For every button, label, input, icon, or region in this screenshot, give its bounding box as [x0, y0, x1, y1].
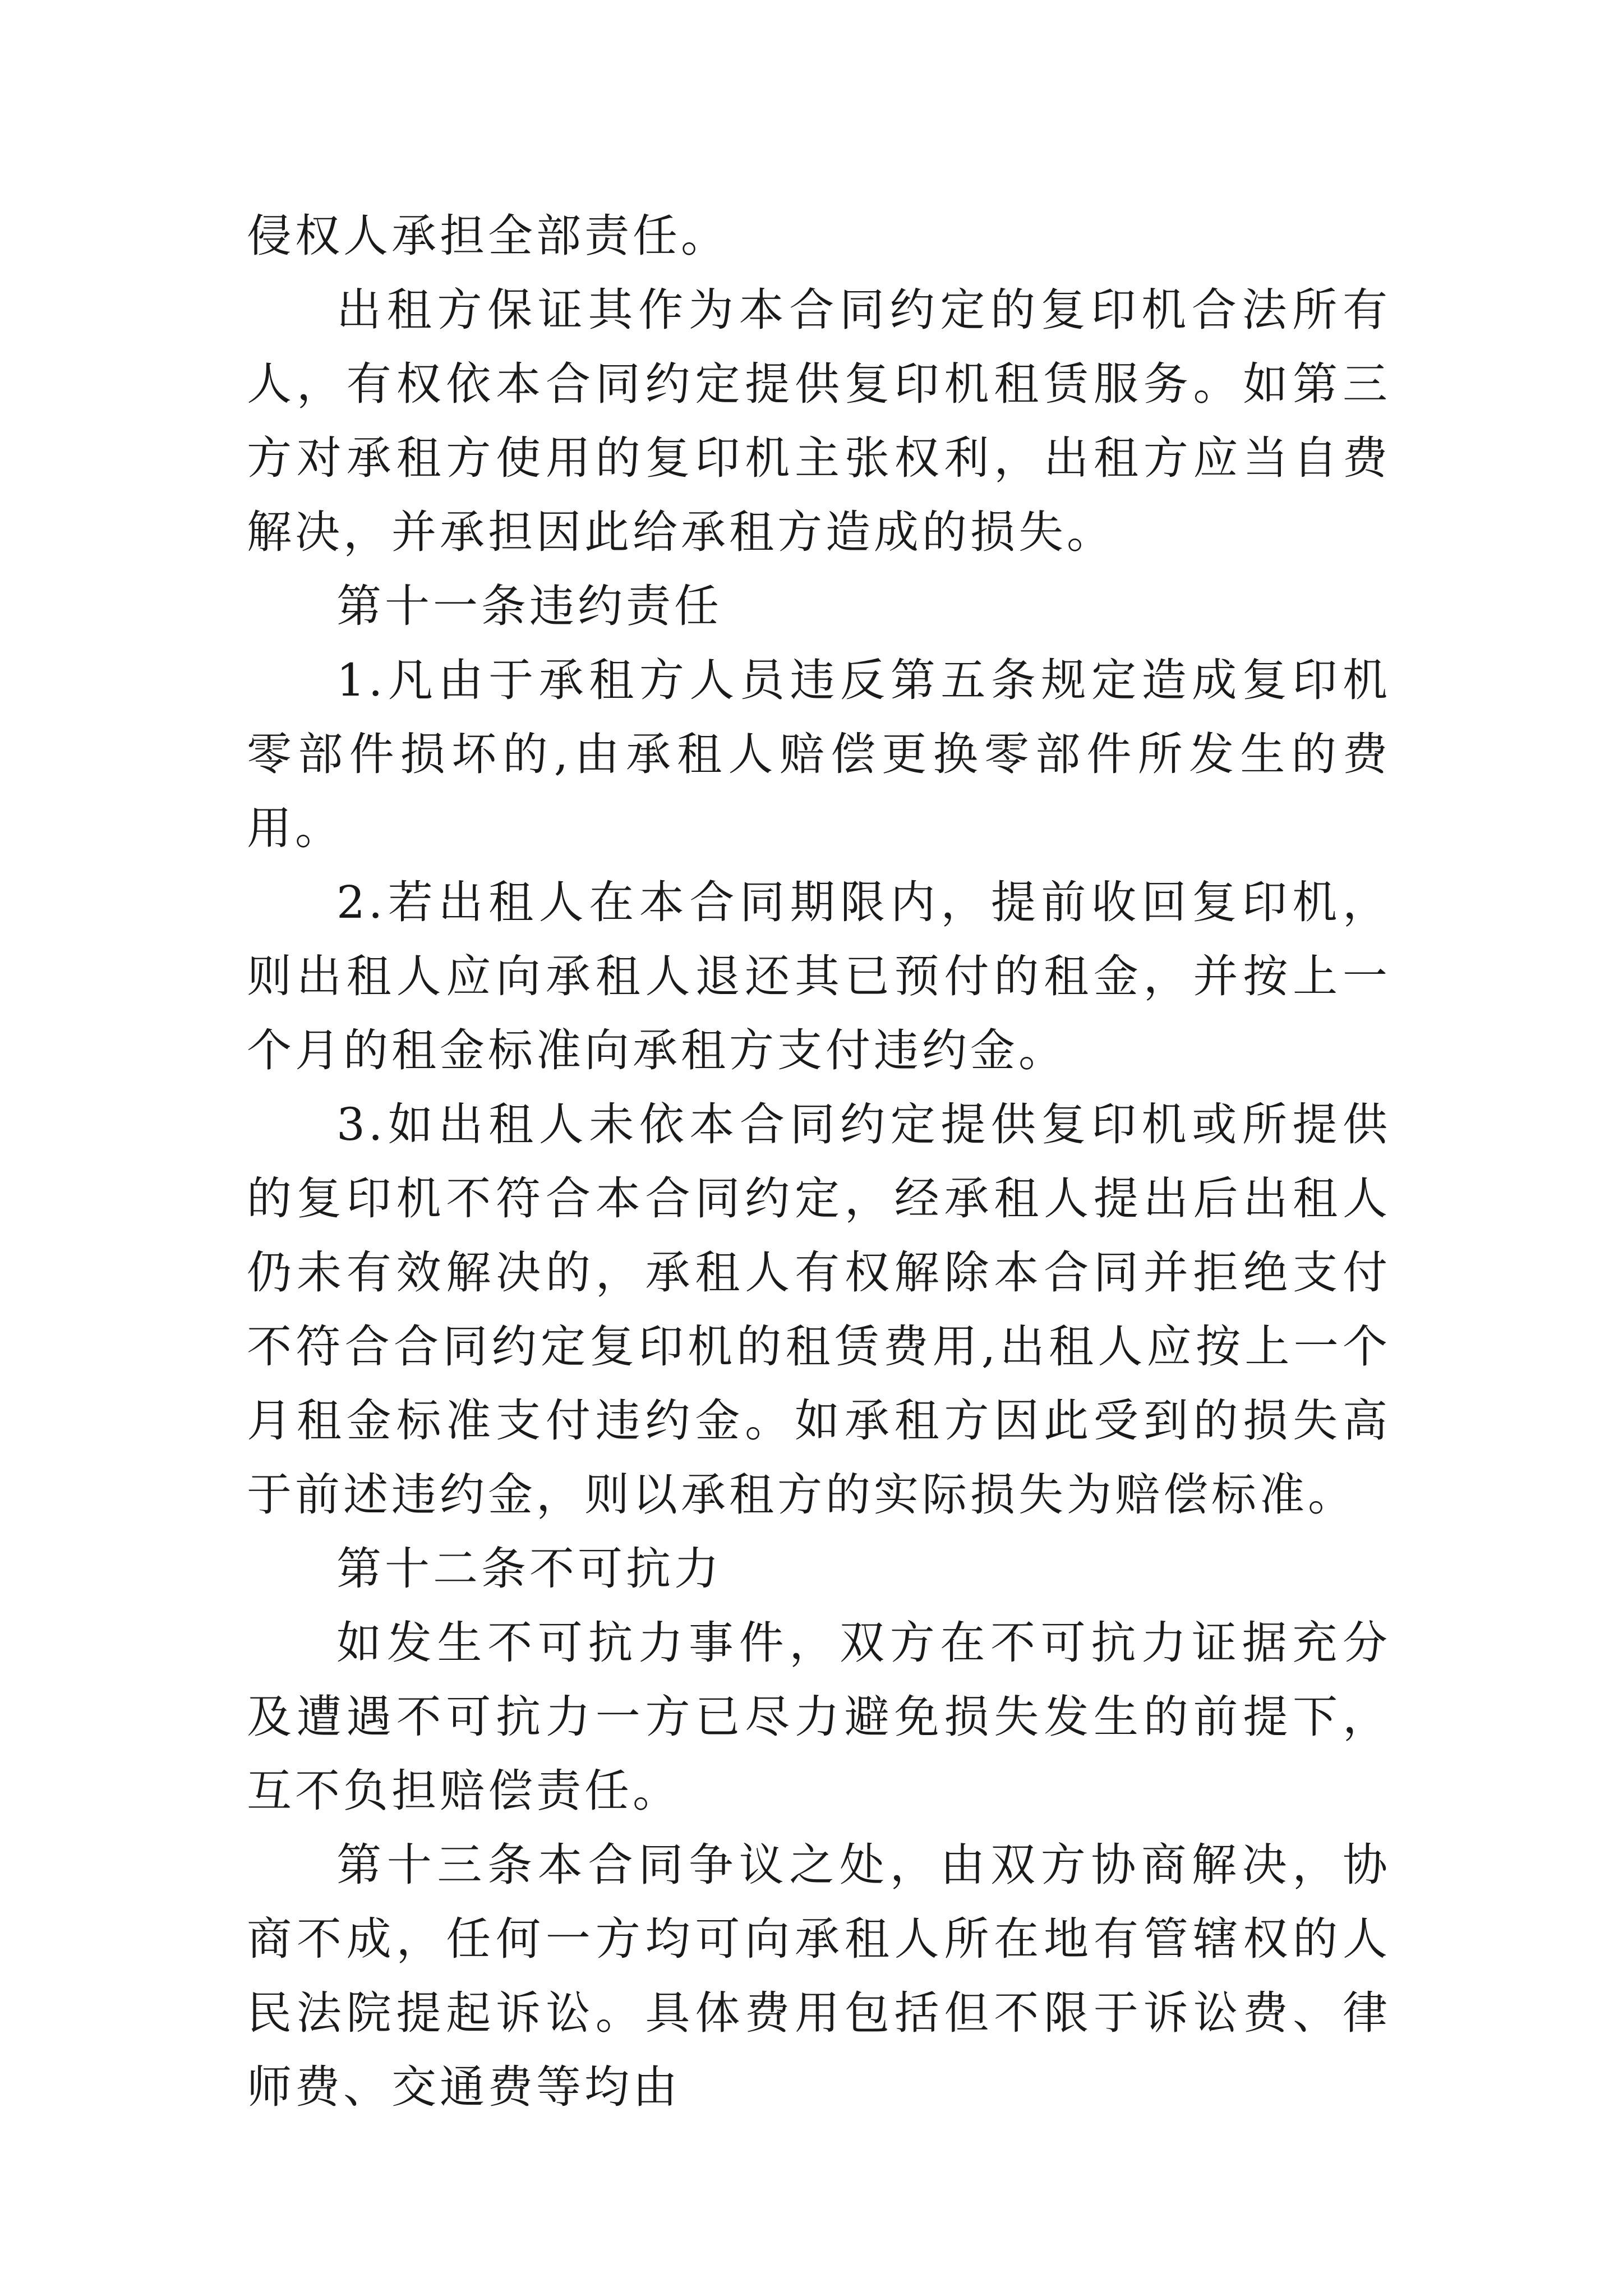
paragraph-liability-end: 侵权人承担全部责任。	[247, 210, 729, 262]
article-12-heading: 第十二条不可抗力	[336, 1543, 722, 1595]
paragraph-ownership-guarantee: 出租方保证其作为本合同约定的复印机合法所有人，有权依本合同约定提供复印机租赁服务。如第三方对承租方使用的复印机主张权利，出租方应当自费解决，并承担因此给承租方造成的损失。	[247, 284, 1391, 558]
article-11-item-3: 3.如出租人未依本合同约定提供复印机或所提供的复印机不符合本合同约定，经承租人提出后出租人仍未有效解决的，承租人有权解除本合同并拒绝支付不符合合同约定复印机的租赁费用,出租人应按上一个月租金标准支付违约金。如承租方因此受到的损失高于前述违约金，则以承租方的实际损失为赔偿标准。	[247, 1098, 1391, 1521]
document-body	[247, 199, 1391, 2124]
article-11-item-2: 2.若出租人在本合同期限内，提前收回复印机，则出租人应向承租人退还其已预付的租金，并按上一个月的租金标准向承租方支付违约金。	[247, 876, 1391, 1076]
article-11-item-1: 1.凡由于承租方人员违反第五条规定造成复印机零部件损坏的,由承租人赔偿更换零部件所发生的费用。	[247, 654, 1391, 854]
article-11-heading: 第十一条违约责任	[336, 580, 722, 632]
article-13-body: 第十三条本合同争议之处，由双方协商解决，协商不成，任何一方均可向承租人所在地有管辖权的人民法院提起诉讼。具体费用包括但不限于诉讼费、律师费、交通费等均由	[247, 1839, 1391, 2113]
article-12-body: 如发生不可抗力事件，双方在不可抗力证据充分及遭遇不可抗力一方已尽力避免损失发生的前提下，互不负担赔偿责任。	[247, 1617, 1391, 1817]
